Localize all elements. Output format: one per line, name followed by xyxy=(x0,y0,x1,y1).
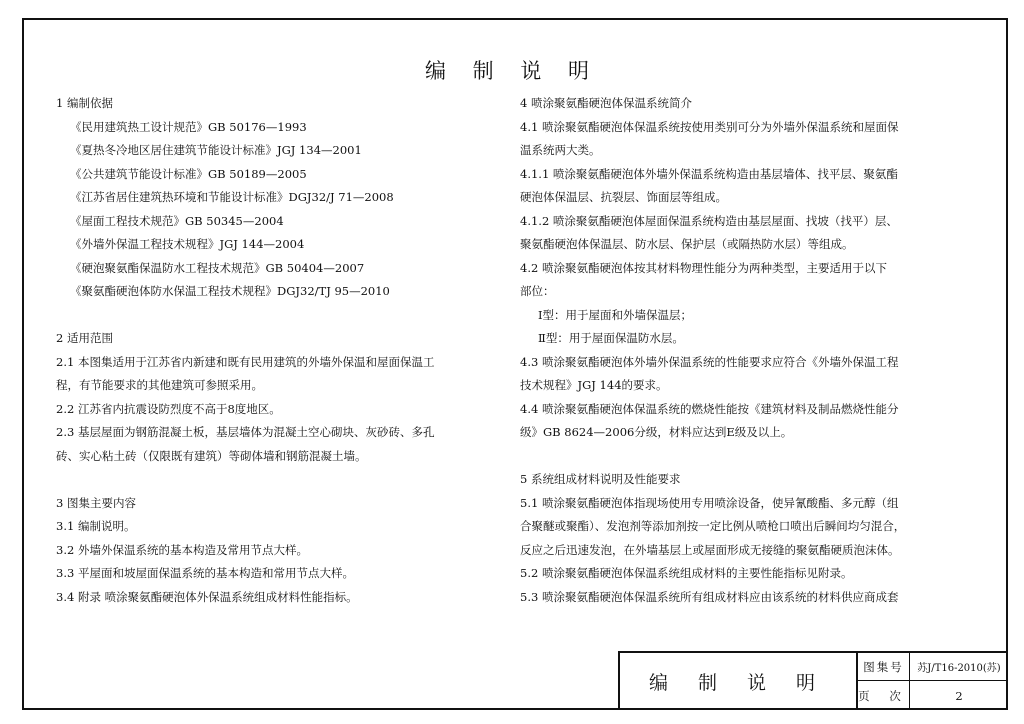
text-line: 2.3 基层屋面为钢筋混凝土板，基层墙体为混凝土空心砌块、灰砂砖、多孔 xyxy=(56,425,435,439)
text-line: 砖、实心粘土砖（仅限既有建筑）等砌体墙和钢筋混凝土墙。 xyxy=(56,448,367,463)
text-line: 3 图集主要内容 xyxy=(56,495,136,510)
text-line xyxy=(520,445,990,469)
page-number-value: 2 xyxy=(955,688,963,703)
text-line: 5.3 喷涂聚氨酯硬泡体保温系统所有组成材料应由该系统的材料供应商成套 xyxy=(520,589,899,604)
text-line: 《聚氨酯硬泡体防水保温工程技术规程》DGJ32/TJ 95—2010 xyxy=(70,284,390,298)
text-line: 5.2 喷涂聚氨酯硬泡体保温系统组成材料的主要性能指标见附录。 xyxy=(520,566,853,580)
text-line xyxy=(56,468,496,492)
text-line: 技术规程》JGJ 144的要求。 xyxy=(520,378,668,392)
text-line: 1 编制依据 xyxy=(56,96,113,110)
page-title: 编 制 说 明 xyxy=(424,59,600,83)
text-line: 2.1 本图集适用于江苏省内新建和既有民用建筑的外墙外保温和屋面保温工 xyxy=(56,354,435,369)
text-line: 5 系统组成材料说明及性能要求 xyxy=(520,472,681,486)
text-line: 3.2 外墙外保温系统的基本构造及常用节点大样。 xyxy=(56,542,308,557)
text-line: 《夏热冬冷地区居住建筑节能设计标准》JGJ 134—2001 xyxy=(70,143,362,157)
text-line: 《公共建筑节能设计标准》GB 50189—2005 xyxy=(70,166,307,181)
text-line: Ⅰ型：用于屋面和外墙保温层； xyxy=(538,307,693,322)
text-line: 2 适用范围 xyxy=(56,331,113,345)
text-line: 《硬泡聚氨酯保温防水工程技术规范》GB 50404—2007 xyxy=(70,260,365,275)
text-line: 4.1.2 喷涂聚氨酯硬泡体屋面保温系统构造由基层屋面、找坡（找平）层、 xyxy=(520,213,898,228)
text-line: 3.1 编制说明。 xyxy=(56,519,136,533)
text-line: 程，有节能要求的其他建筑可参照采用。 xyxy=(56,378,263,392)
text-line: 硬泡体保温层、抗裂层、饰面层等组成。 xyxy=(520,190,727,204)
text-line: 《江苏省居住建筑热环境和节能设计标准》DGJ32/J 71—2008 xyxy=(70,190,394,204)
text-line: 温系统两大类。 xyxy=(520,143,601,157)
text-line xyxy=(56,304,496,328)
atlas-number-label: 图集号 xyxy=(858,653,910,681)
text-line: Ⅱ型：用于屋面保温防水层。 xyxy=(538,331,684,345)
text-line: 4.2 喷涂聚氨酯硬泡体按其材料物理性能分为两种类型，主要适用于以下 xyxy=(520,260,887,275)
title-block xyxy=(618,651,1008,710)
text-line: 5.1 喷涂聚氨酯硬泡体指现场使用专用喷涂设备，使异氰酸酯、多元醇（组 xyxy=(520,495,899,510)
text-line: 2.2 江苏省内抗震设防烈度不高于8度地区。 xyxy=(56,401,281,416)
text-line: 4 喷涂聚氨酯硬泡体保温系统简介 xyxy=(520,96,692,110)
text-line: 部位： xyxy=(520,284,555,298)
page-number-label: 页 次 xyxy=(858,681,910,710)
right-column xyxy=(520,92,990,609)
text-line: 4.1 喷涂聚氨酯硬泡体保温系统按使用类别可分为外墙外保温系统和屋面保 xyxy=(520,119,899,134)
text-line: 4.4 喷涂聚氨酯硬泡体保温系统的燃烧性能按《建筑材料及制品燃烧性能分 xyxy=(520,401,899,416)
atlas-number-value: 苏J/T16-2010(苏) xyxy=(910,653,1008,681)
text-line: 《屋面工程技术规范》GB 50345—2004 xyxy=(70,213,284,228)
text-line: 3.3 平屋面和坡屋面保温系统的基本构造和常用节点大样。 xyxy=(56,566,354,580)
text-line: 4.3 喷涂聚氨酯硬泡体外墙外保温系统的性能要求应符合《外墙外保温工程 xyxy=(520,354,899,369)
title-block-name: 编 制 说 明 xyxy=(620,653,858,710)
text-line: 《民用建筑热工设计规范》GB 50176—1993 xyxy=(70,119,307,134)
text-line: 级》GB 8624—2006分级，材料应达到E级及以上。 xyxy=(520,425,793,439)
text-line: 合聚醚或聚酯）、发泡剂等添加剂按一定比例从喷枪口喷出后瞬间均匀混合， xyxy=(520,519,906,533)
left-column xyxy=(56,92,496,609)
text-line: 聚氨酯硬泡体保温层、防水层、保护层（或隔热防水层）等组成。 xyxy=(520,237,854,251)
text-line: 《外墙外保温工程技术规程》JGJ 144—2004 xyxy=(70,237,305,251)
text-line: 反应之后迅速发泡，在外墙基层上或屋面形成无接缝的聚氨酯硬质泡沫体。 xyxy=(520,542,900,557)
text-line: 3.4 附录 喷涂聚氨酯硬泡体外保温系统组成材料性能指标。 xyxy=(56,589,358,604)
text-line: 4.1.1 喷涂聚氨酯硬泡体外墙外保温系统构造由基层墙体、找平层、聚氨酯 xyxy=(520,166,898,181)
